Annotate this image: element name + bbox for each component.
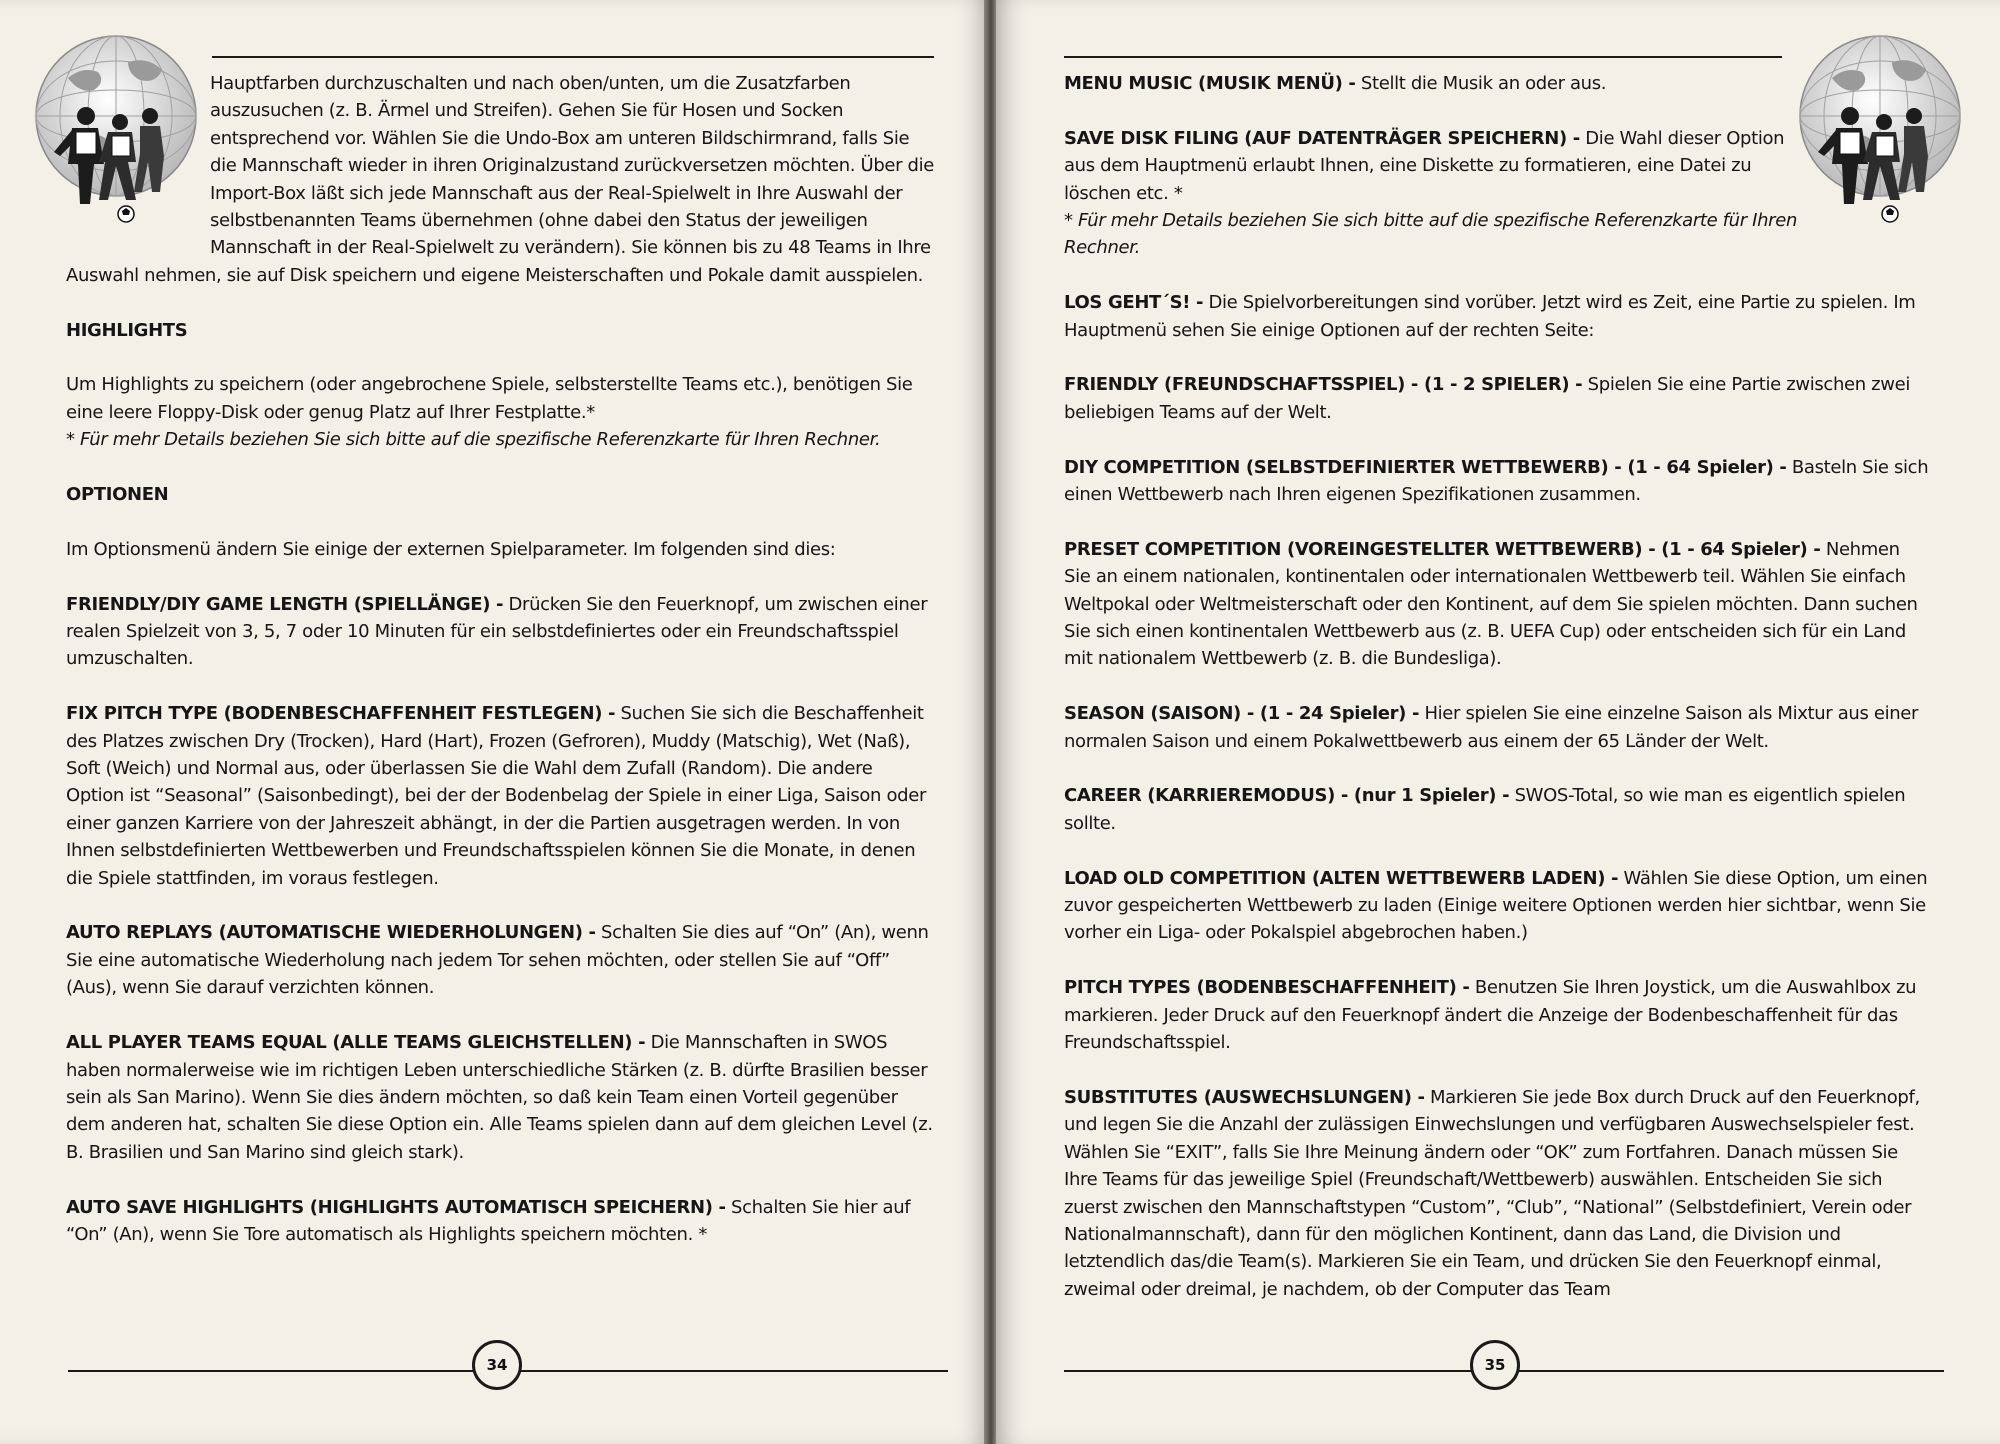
menu-item: LOAD OLD COMPETITION (ALTEN WETTBEWERB LADEN) - Wählen Sie diese Option, um einen zuvor gespeicherten Wettbewerb zu laden (Einige weitere Optionen werden hier sichtbar, wenn Sie vorher ein Liga- oder Pokalspiel abgebrochen haben.) (1064, 867, 1928, 944)
highlights-note: * Für mehr Details beziehen Sie sich bitte auf die spezifische Referenzkarte für Ihren Rechner. (66, 429, 881, 451)
menu-item: PITCH TYPES (BODENBESCHAFFENHEIT) - Benutzen Sie Ihren Joystick, um die Auswahlbox zu markieren. Jeder Druck auf den Feuerknopf ändert die Anzeige der Bodenbeschaffenheit für das Freundschaftsspiel. (1064, 977, 1917, 1054)
menu-item: SAVE DISK FILING (AUF DATENTRÄGER SPEICHERN) - Die Wahl dieser Option aus dem Hauptmenü erlaubt Ihnen, eine Diskette zu formatieren, eine Datei zu löschen etc. * * Für mehr Details beziehen Sie sich bitte auf die spezifische Referenzkarte für Ihren Rechner. (1064, 125, 1930, 262)
save-disk-note: * Für mehr Details beziehen Sie sich bitte auf die spezifische Referenzkarte für Ihren Rechner. (1064, 210, 1798, 259)
option-item: ALL PLAYER TEAMS EQUAL (ALLE TEAMS GLEICHSTELLEN) - Die Mannschaften in SWOS haben normalerweise wie im richtigen Leben unterschiedliche Stärken (z. B. dürfte Brasilien besser sein als San Marino). Wenn Sie dies ändern möchten, so daß kein Team einen Vorteil gegenüber dem anderen hat, schalten Sie diese Option ein. Alle Teams spielen dann auf dem gleichen Level (z. B. Brasilien und San Marino sind gleich stark). (66, 1032, 933, 1163)
menu-item: DIY COMPETITION (SELBSTDEFINIERTER WETTBEWERB) - (1 - 64 Spieler) - Basteln Sie sich einen Wettbewerb nach Ihren eigenen Spezifikationen zusammen. (1064, 456, 1929, 506)
page-number: 34 (472, 1340, 522, 1390)
highlights-text: Um Highlights zu speichern (oder angebrochene Spiele, selbsterstellte Teams etc.), benötigen Sie eine leere Floppy-Disk oder genug Platz auf Ihrer Festplatte.* (66, 374, 913, 423)
optionen-intro: Im Optionsmenü ändern Sie einige der externen Spielparameter. Im folgenden sind dies: (66, 538, 836, 560)
optionen-heading: OPTIONEN (66, 484, 169, 506)
left-text-column (66, 70, 934, 1276)
option-item: FRIENDLY/DIY GAME LENGTH (SPIELLÄNGE) - Drücken Sie den Feuerknopf, um zwischen einer realen Spielzeit von 3, 5, 7 oder 10 Minuten für ein selbstdefiniertes oder ein Freundschaftsspiel umzuschalten. (66, 593, 928, 670)
top-rule (212, 56, 934, 58)
page-number: 35 (1470, 1340, 1520, 1390)
left-page (0, 0, 988, 1444)
menu-item: FRIENDLY (FREUNDSCHAFTSSPIEL) - (1 - 2 SPIELER) - Spielen Sie eine Partie zwischen zwei beliebigen Teams auf der Welt. (1064, 374, 1911, 423)
menu-item: SEASON (SAISON) - (1 - 24 Spieler) - Hier spielen Sie eine einzelne Saison als Mixtur aus einer normalen Saison und einem Pokalwettbewerb aus einem der 65 Länder der Welt. (1064, 703, 1919, 752)
option-item: AUTO SAVE HIGHLIGHTS (HIGHLIGHTS AUTOMATISCH SPEICHERN) - Schalten Sie hier auf “On” (An), wenn Sie Tore automatisch als Highlights speichern möchten. * (66, 1196, 911, 1245)
option-item: FIX PITCH TYPE (BODENBESCHAFFENHEIT FESTLEGEN) - Suchen Sie sich die Beschaffenheit des Platzes zwischen Dry (Trocken), Hard (Hart), Frozen (Gefroren), Muddy (Matschig), Wet (Naß), Soft (Weich) und Normal aus, oder überlassen Sie die Wahl dem Zufall (Random). Die andere Option ist “Seasonal” (Saisonbedingt), bei der der Bodenbelag der Spiele in einer Liga, Saison oder einer ganzen Karriere von der Jahreszeit abhängt, in der die Partien ausgetragen werden. In von Ihnen selbstdefinierten Wettbewerben und Freundschaftsspielen können Sie die Monate, in denen die Spiele stattfinden, im voraus festlegen. (66, 703, 926, 889)
option-item: AUTO REPLAYS (AUTOMATISCHE WIEDERHOLUNGEN) - Schalten Sie dies auf “On” (An), wenn Sie eine automatische Wiederholung nach jedem Tor sehen möchten, oder stellen Sie auf “Off” (Aus), wenn Sie darauf verzichten können. (66, 922, 929, 999)
menu-item: SUBSTITUTES (AUSWECHSLUNGEN) - Markieren Sie jede Box durch Druck auf den Feuerknopf, und legen Sie die Anzahl der zulässigen Einwechslungen und verfügbaren Auswechselspieler fest. Wählen Sie “EXIT”, falls Sie Ihre Meinung ändern oder “OK” zum Fortfahren. Danach müssen Sie Ihre Teams für das jeweilige Spiel (Freundschaft/Wettbewerb) auswählen. Entscheiden Sie sich zuerst zwischen den Mannschaftstypen “Custom”, “Club”, “National” (Selbstdefiniert, Verein oder Nationalmannschaft), dann für den möglichen Kontinent, dann das Land, die Division und letztendlich das/die Team(s). Markieren Sie ein Team, und drücken Sie den Feuerknopf einmal, zweimal oder dreimal, je nachdem, ob der Computer das Team (1064, 1086, 1920, 1300)
right-text-column (1064, 70, 1930, 1331)
menu-item: LOS GEHT´S! - Die Spielvorbereitungen sind vorüber. Jetzt wird es Zeit, eine Partie zu spielen. Im Hauptmenü sehen Sie einige Optionen auf der rechten Seite: (1064, 292, 1916, 341)
menu-item: MENU MUSIC (MUSIK MENÜ) - Stellt die Musik an oder aus. (1064, 73, 1607, 94)
menu-item: CAREER (KARRIEREMODUS) - (nur 1 Spieler) - SWOS-Total, so wie man es eigentlich spielen sollte. (1064, 785, 1906, 834)
top-rule (1064, 56, 1782, 58)
intro-paragraph: Hauptfarben durchzuschalten und nach oben/unten, um die Zusatzfarben auszusuchen (z. B. Ärmel und Streifen). Gehen Sie für Hosen und Socken entsprechend vor. Wählen Sie die Undo-Box am unteren Bildschirmrand, falls Sie die Mannschaft wieder in ihren Originalzustand zurückversetzen möchten. Über die Import-Box läßt sich jede Mannschaft aus der Real-Spielwelt in Ihre Auswahl der selbstbenannten Teams übernehmen (ohne dabei den Status der jeweiligen Mannschaft in der Real-Spielwelt zu verändern). Sie können bis zu 48 Teams in Ihre Auswahl nehmen, sie auf Disk speichern und eigene Meisterschaften und Pokale damit ausspielen. (66, 73, 935, 286)
highlights-paragraph (66, 371, 934, 453)
highlights-heading: HIGHLIGHTS (66, 319, 188, 341)
menu-item: PRESET COMPETITION (VOREINGESTELLTER WETTBEWERB) - (1 - 64 Spieler) - Nehmen Sie an einem nationalen, kontinentalen oder internationalen Wettbewerb teil. Wählen Sie einfach Weltpokal oder Weltmeisterschaft oder den Kontinent, auf dem Sie spielen möchten. Dann suchen Sie sich einen kontinentalen Wettbewerb aus (z. B. UEFA Cup) oder entscheiden sich für ein Land mit nationalem Wettbewerb (z. B. die Bundesliga). (1064, 538, 1918, 670)
right-page (996, 0, 2000, 1444)
